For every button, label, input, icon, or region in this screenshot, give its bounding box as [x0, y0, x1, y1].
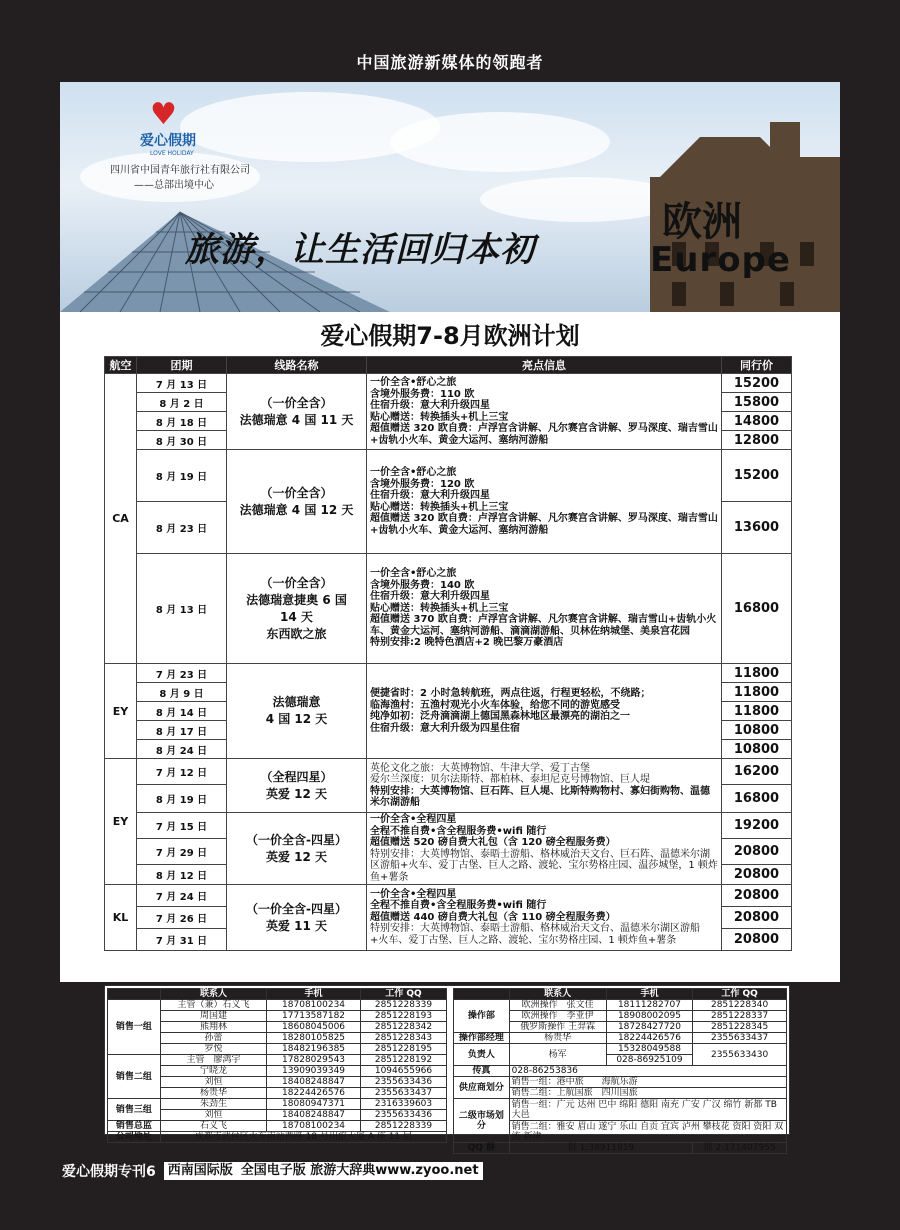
- supply-label: 供应商划分: [454, 1077, 510, 1099]
- contact-phone-header: 手机: [267, 989, 361, 1000]
- info-line: 超值赠送 520 磅自费大礼包（含 120 磅全程服务费）: [370, 837, 616, 848]
- table-row: [105, 885, 792, 907]
- contact-name: 罗悦: [160, 1044, 266, 1055]
- department-name: ——总部出境中心: [134, 180, 214, 191]
- qq-group-row: [454, 1143, 787, 1154]
- footer-issue: 爱心假期专刊6: [62, 1164, 156, 1180]
- contact-phone: 18080947371: [267, 1099, 361, 1110]
- route-line: 东西欧之旅: [266, 626, 327, 641]
- info-line: 英伦文化之旅：大英博物馆、牛津大学、爱丁古堡: [370, 762, 590, 774]
- market-label: 二级市场划分: [454, 1099, 510, 1143]
- info-cell: [367, 759, 722, 813]
- price-cell: 20800: [722, 929, 792, 951]
- ops-row: [454, 1000, 787, 1011]
- info-line: 一价全含•全程四星: [370, 888, 457, 900]
- date-cell: 7 月 23 日: [137, 664, 227, 683]
- date-cell: 8 月 24 日: [137, 740, 227, 759]
- contact-group: 销售一组: [108, 1000, 161, 1055]
- table-row: [105, 813, 792, 839]
- info-line: 含境外服务费：120 欧: [370, 478, 475, 490]
- contact-name-header: 联系人: [160, 989, 266, 1000]
- hero-banner: [60, 82, 840, 312]
- route-line: 法德瑞意 4 国 12 天: [239, 502, 354, 517]
- market-row: [454, 1099, 787, 1121]
- info-line: 特别安排:2 晚特色酒店+2 晚巴黎万豪酒店: [370, 637, 564, 649]
- head-phone: 15328049588: [606, 1044, 693, 1055]
- ops-name-header: 联系人: [509, 989, 606, 1000]
- info-cell: [367, 554, 722, 664]
- route-cell: [227, 813, 367, 885]
- contact-phone: 18608045006: [267, 1022, 361, 1033]
- route-line: （一价全含-四星）: [246, 901, 347, 916]
- header-info: 亮点信息: [367, 357, 722, 374]
- fax-row: [454, 1066, 787, 1077]
- route-line: 法德瑞意 4 国 11 天: [239, 412, 354, 427]
- contact-qq: 2851228339: [360, 1000, 446, 1011]
- address-row: [108, 1132, 447, 1143]
- info-line: 住宿升级：意大利升级四星: [370, 490, 490, 501]
- info-line: 全程不推自费•含全程服务费•wifi 随行: [370, 825, 547, 837]
- price-cell: 16800: [722, 554, 792, 664]
- contact-qq: 1094655966: [360, 1066, 446, 1077]
- date-cell: 8 月 9 日: [137, 683, 227, 702]
- contact-phone: 18408248847: [267, 1077, 361, 1088]
- destination-cn: 欧洲: [662, 199, 742, 245]
- ops-manager-row: [454, 1033, 787, 1044]
- price-cell: 11800: [722, 664, 792, 683]
- contact-qq: 2851228339: [360, 1121, 446, 1132]
- ops-qq: 2851228345: [693, 1022, 787, 1033]
- logo-english: LOVE HOLIDAY: [150, 150, 194, 157]
- contact-phone: 18408248847: [267, 1110, 361, 1121]
- contact-qq: 2851228343: [360, 1033, 446, 1044]
- contacts-panel: [104, 985, 790, 1153]
- airline-cell: CA: [105, 374, 137, 664]
- contact-phone: 17713587182: [267, 1011, 361, 1022]
- contact-group: 销售三组: [108, 1099, 161, 1121]
- price-cell: 19200: [722, 813, 792, 839]
- table-row: [105, 374, 792, 393]
- table-row: [105, 450, 792, 502]
- ops-qq: 2851228340: [693, 1000, 787, 1011]
- date-cell: 8 月 13 日: [137, 554, 227, 664]
- route-line: （全程四星）: [260, 769, 333, 784]
- ops-manager-label: 操作部经理: [454, 1033, 510, 1044]
- date-cell: 8 月 12 日: [137, 865, 227, 885]
- contact-phone: 18224426576: [267, 1088, 361, 1099]
- contact-phone: 17828029543: [267, 1055, 361, 1066]
- heart-icon: ♥: [150, 97, 177, 132]
- slogan: 旅游，让生活回归本初: [185, 230, 535, 270]
- route-cell: [227, 450, 367, 554]
- price-cell: 15200: [722, 374, 792, 393]
- route-line: 英爱 12 天: [265, 786, 328, 801]
- contact-qq: 2355633436: [360, 1110, 446, 1121]
- ops-manager-qq: 2355633437: [693, 1033, 787, 1044]
- contacts-right-table: [453, 988, 787, 1154]
- fax-label: 传真: [454, 1066, 510, 1077]
- date-cell: 7 月 24 日: [137, 885, 227, 907]
- contact-phone: 18708100234: [267, 1000, 361, 1011]
- head-name: 杨军: [509, 1044, 606, 1066]
- date-cell: 7 月 13 日: [137, 374, 227, 393]
- info-line: 全程不推自费•含全程服务费•wifi 随行: [370, 900, 547, 912]
- contact-name: 主管（兼）石义飞: [160, 1000, 266, 1011]
- date-cell: 7 月 29 日: [137, 839, 227, 865]
- contact-qq-header: 工作 QQ: [360, 989, 446, 1000]
- route-cell: [227, 554, 367, 664]
- head-phone-2: 028-86925109: [606, 1055, 693, 1066]
- contact-name: 刘恒: [160, 1077, 266, 1088]
- header-airline: 航空: [105, 357, 137, 374]
- info-line: 爱尔兰深度：贝尔法斯特、都柏林、泰坦尼克号博物馆、巨人堤: [370, 774, 650, 785]
- info-line: 住宿升级：意大利升级为四星住宿: [370, 722, 520, 734]
- contact-qq: 2851228192: [360, 1055, 446, 1066]
- fax-value: 028-86253836: [509, 1066, 786, 1077]
- info-line: 一价全含•全程四星: [370, 814, 457, 825]
- address-value: 成都市武侯区火车南站西路 18 号川旅大厦 A 座 11 层: [160, 1132, 446, 1143]
- price-cell: 15800: [722, 393, 792, 412]
- date-cell: 8 月 18 日: [137, 412, 227, 431]
- info-line: 特别安排：大英博物馆、泰晤士游船、格林威治天文台、巨石阵、温德米尔湖区游船+火车、爱丁古堡、巨人之路、渡轮、宝尔势格庄园、温莎城堡，1 顿炸鱼+薯条: [370, 848, 718, 883]
- price-cell: 20800: [722, 865, 792, 885]
- info-line: 超值赠送 370 欧自费：卢浮宫含讲解、凡尔赛宫含讲解、瑞吉雪山+齿轨小火车、黄金大运河、塞纳河游船、滴滴湖游船、贝林佐纳城堡、美泉宫花园: [370, 614, 717, 637]
- info-line: 一价全含•舒心之旅: [370, 568, 457, 580]
- contact-row: [108, 1055, 447, 1066]
- route-line: 英爱 12 天: [265, 849, 328, 864]
- route-line: （一价全含）: [260, 395, 333, 410]
- date-cell: 8 月 14 日: [137, 702, 227, 721]
- header-price: 同行价: [722, 357, 792, 374]
- date-cell: 8 月 19 日: [137, 785, 227, 813]
- head-label: 负责人: [454, 1044, 510, 1066]
- date-cell: 7 月 26 日: [137, 907, 227, 929]
- supply-value: 销售一组：港中旅 海航乐游: [509, 1077, 786, 1088]
- ops-manager-phone: 18224426576: [606, 1033, 693, 1044]
- contact-phone: 18482196385: [267, 1044, 361, 1055]
- ops-group-header: [454, 989, 510, 1000]
- market-value: 销售二组：雅安 眉山 遂宁 乐山 自贡 宜宾 泸州 攀枝花 资阳 资阳 双流 新津: [509, 1121, 786, 1143]
- price-cell: 16800: [722, 785, 792, 813]
- ops-phone-header: 手机: [606, 989, 693, 1000]
- route-cell: [227, 885, 367, 951]
- ops-manager-name: 杨贵华: [509, 1033, 606, 1044]
- info-line: 特别安排：大英博物馆、泰晤士游船、格林威治天文台、温德米尔湖区游船+火车、爱丁古堡、巨人之路、渡轮、宝尔势格庄园、1 顿炸鱼+薯条: [370, 923, 700, 946]
- date-cell: 8 月 17 日: [137, 721, 227, 740]
- route-line: （一价全含-四星）: [246, 832, 347, 847]
- contact-name: 周国建: [160, 1011, 266, 1022]
- ops-qq: 2851228337: [693, 1011, 787, 1022]
- route-cell: [227, 759, 367, 813]
- info-line: 特别安排：大英博物馆、巨石阵、巨人堤、比斯特购物村、寡妇街购物、温德米尔湖游船: [370, 785, 710, 808]
- qq-group-1: 群 1:38911819: [509, 1143, 693, 1154]
- info-cell: [367, 885, 722, 951]
- plan-title: 爱心假期7-8月欧洲计划: [320, 322, 580, 350]
- price-cell: 10800: [722, 740, 792, 759]
- contact-name: 刘恒: [160, 1110, 266, 1121]
- contact-row: [108, 1000, 447, 1011]
- contact-qq: 2851228195: [360, 1044, 446, 1055]
- info-line: 临海渔村：五渔村观光小火车体验，给您不同的游览感受: [370, 699, 620, 711]
- contact-qq: 2355633437: [360, 1088, 446, 1099]
- footer-site: 全国电子版 旅游大辞典www.zyoo.net: [237, 1162, 483, 1180]
- ops-phone: 18111282707: [606, 1000, 693, 1011]
- contact-phone: 18708100234: [267, 1121, 361, 1132]
- head-qq: 2355633430: [693, 1044, 787, 1066]
- contact-group-header: [108, 989, 161, 1000]
- destination-en: Europe: [650, 240, 791, 280]
- route-line: 法德瑞意捷奥 6 国: [246, 592, 347, 607]
- ops-label: 操作部: [454, 1000, 510, 1033]
- info-line: 一价全含•舒心之旅: [370, 377, 457, 388]
- header-date: 团期: [137, 357, 227, 374]
- contact-row: [108, 1121, 447, 1132]
- route-line: 英爱 11 天: [265, 918, 328, 933]
- qq-group-2: 群 2:171407955: [693, 1143, 787, 1154]
- price-cell: 13600: [722, 502, 792, 554]
- info-line: 住宿升级：意大利升级四星: [370, 400, 490, 411]
- contact-name: 主管 廖鸿宇: [160, 1055, 266, 1066]
- price-cell: 11800: [722, 683, 792, 702]
- date-cell: 8 月 23 日: [137, 502, 227, 554]
- price-cell: 20800: [722, 907, 792, 929]
- price-cell: 20800: [722, 839, 792, 865]
- airline-cell: EY: [105, 664, 137, 759]
- contact-name: 孙蕾: [160, 1033, 266, 1044]
- header-route: 线路名称: [227, 357, 367, 374]
- date-cell: 7 月 12 日: [137, 759, 227, 785]
- ops-qq-header: 工作 QQ: [693, 989, 787, 1000]
- route-line: （一价全含）: [260, 575, 333, 590]
- table-row: [105, 759, 792, 785]
- info-cell: [367, 450, 722, 554]
- airline-cell: EY: [105, 759, 137, 885]
- contact-group: 销售二组: [108, 1055, 161, 1099]
- info-line: 住宿升级：意大利升级四星: [370, 591, 490, 603]
- date-cell: 7 月 31 日: [137, 929, 227, 951]
- price-cell: 11800: [722, 702, 792, 721]
- contact-qq: 2851228193: [360, 1011, 446, 1022]
- contact-row: [108, 1099, 447, 1110]
- contact-qq: 2316339603: [360, 1099, 446, 1110]
- info-line: 超值赠送 320 欧自费：卢浮宫含讲解、凡尔赛宫含讲解、罗马深度、瑞吉雪山+齿轨小火车、黄金大运河、塞纳河游船: [370, 423, 718, 446]
- market-value: 销售一组：广元 达州 巴中 绵阳 德阳 南充 广安 广汉 绵竹 新都 TB 大邑: [509, 1099, 786, 1121]
- ops-name: 俄罗斯操作 王羿霖: [509, 1022, 606, 1033]
- date-cell: 8 月 30 日: [137, 431, 227, 450]
- brand-logo: [110, 97, 300, 191]
- table-row: [105, 664, 792, 683]
- company-name: 四川省中国青年旅行社有限公司: [110, 165, 250, 176]
- contact-phone: 18280105825: [267, 1033, 361, 1044]
- info-line: 超值赠送 320 欧自费：卢浮宫含讲解、凡尔赛宫含讲解、罗马深度、瑞吉雪山+齿轨小火车、黄金大运河、塞纳河游船: [370, 513, 718, 536]
- contact-name: 熊翔林: [160, 1022, 266, 1033]
- price-cell: 14800: [722, 412, 792, 431]
- info-line: 一价全含•舒心之旅: [370, 467, 457, 478]
- info-line: 贴心赠送：转换插头+机上三宝: [370, 411, 509, 423]
- footer-edition: 西南国际版: [164, 1162, 237, 1180]
- contact-header-row: [454, 989, 787, 1000]
- ops-name: 欧洲操作 张文佳: [509, 1000, 606, 1011]
- contact-phone: 13909039349: [267, 1066, 361, 1077]
- route-cell: [227, 664, 367, 759]
- route-line: （一价全含）: [260, 485, 333, 500]
- date-cell: 7 月 15 日: [137, 813, 227, 839]
- head-row: [454, 1044, 787, 1055]
- logo-name: 爱心假期: [140, 133, 196, 149]
- contact-group: 销售总监: [108, 1121, 161, 1132]
- info-line: 超值赠送 440 磅自费大礼包（含 110 磅全程服务费）: [370, 911, 616, 923]
- info-cell: [367, 374, 722, 450]
- supply-row: [454, 1077, 787, 1088]
- route-line: 4 国 12 天: [265, 712, 328, 726]
- contact-qq: 2355633436: [360, 1077, 446, 1088]
- route-cell: [227, 374, 367, 450]
- price-cell: 16200: [722, 759, 792, 785]
- price-cell: 10800: [722, 721, 792, 740]
- price-cell: 15200: [722, 450, 792, 502]
- table-header-row: [105, 357, 792, 374]
- info-line: 贴心赠送：转换插头+机上三宝: [370, 501, 509, 513]
- info-line: 便捷省时：2 小时急转航班，两点往返，行程更轻松，不绕路；: [370, 688, 651, 699]
- info-cell: [367, 664, 722, 759]
- tour-table: [104, 356, 792, 951]
- contact-name: 宁晓龙: [160, 1066, 266, 1077]
- route-line: 法德瑞意: [272, 695, 321, 709]
- info-line: 纯净如初：泛舟滴滴湖上德国黑森林地区最漂亮的湖泊之一: [370, 711, 630, 722]
- ops-phone: 18908002095: [606, 1011, 693, 1022]
- page-tagline: 中国旅游新媒体的领跑者: [356, 53, 544, 72]
- contact-header-row: [108, 989, 447, 1000]
- info-line: 含境外服务费：140 欧: [370, 579, 475, 591]
- info-cell: [367, 813, 722, 885]
- contact-name: 石义飞: [160, 1121, 266, 1132]
- info-line: 贴心赠送：转换插头+机上三宝: [370, 602, 509, 614]
- info-line: 含境外服务费：110 欧: [370, 388, 475, 400]
- ops-phone: 18728427720: [606, 1022, 693, 1033]
- contact-qq: 2851228342: [360, 1022, 446, 1033]
- ops-name: 欧洲操作 李亚伊: [509, 1011, 606, 1022]
- table-row: [105, 554, 792, 664]
- footer: [62, 1161, 483, 1181]
- date-cell: 8 月 2 日: [137, 393, 227, 412]
- price-cell: 12800: [722, 431, 792, 450]
- route-line: 14 天: [280, 609, 313, 624]
- contacts-left-table: [107, 988, 447, 1143]
- date-cell: 8 月 19 日: [137, 450, 227, 502]
- poster-page: [60, 82, 840, 982]
- supply-value: 销售二组：上航国旅 四川国旅: [509, 1088, 786, 1099]
- price-cell: 20800: [722, 885, 792, 907]
- contact-name: 朱劲生: [160, 1099, 266, 1110]
- airline-cell: KL: [105, 885, 137, 951]
- contact-name: 杨贵华: [160, 1088, 266, 1099]
- address-label: 公司地址: [108, 1132, 161, 1143]
- qq-label: QQ 群: [454, 1143, 510, 1154]
